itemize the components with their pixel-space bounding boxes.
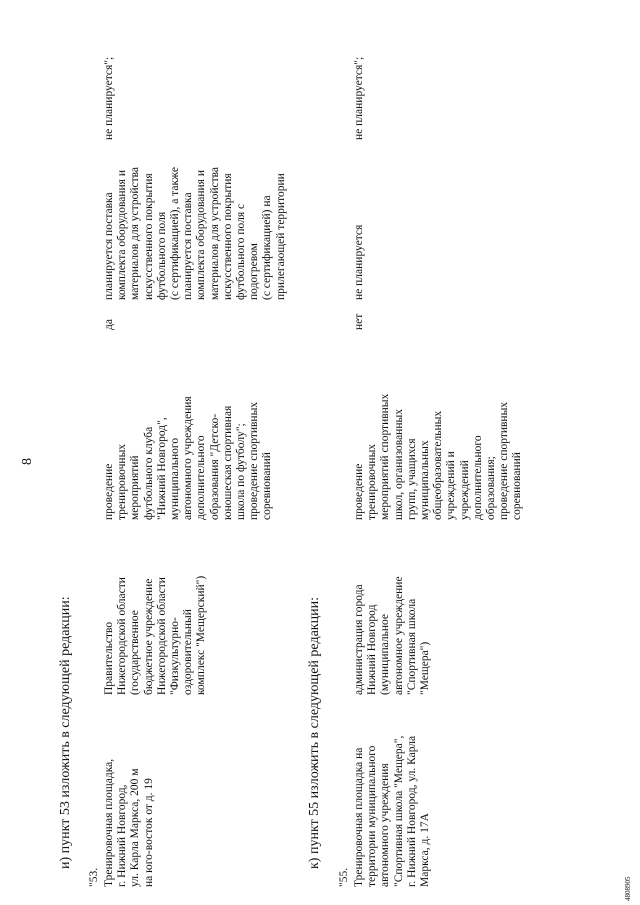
section-k-owner: администрация города Нижний Новгород (муниципальное автономное учреждение "Спортивная школа "Мещера") [353, 576, 432, 695]
section-k-purpose: проведение тренировочных мероприятий спортивных школ, организованных групп, учащихся муниципальных общеобразовательных учреждений и учреждений дополнительного образования; проведение спортивных соревнований [353, 393, 524, 520]
section-i-planned: планируется поставка комплекта оборудования и материалов для устройства искусственного покрытия футбольного поля (с сертификацией), а также планируется поставка комплекта оборудования и материалов для устройства искусственного покрытия футбольного поля с подогревом (с сертификацией) на прилегающей территории [103, 167, 287, 300]
section-k-location: Тренировочная площадка на территории муниципального автономного учреждения "Спортивная школа "Мещера", г. Нижний Новгород, ул. Карла Маркса, д. 17А [353, 735, 432, 887]
section-k-last: не планируется"; [353, 56, 365, 140]
section-i-last: не планируется"; [103, 56, 115, 140]
section-i-owner: Правительство Нижегородской области (государственное бюджетное учреждение Нижегородской области "Физкультурно- оздоровительный комплекс "Мещерский") [103, 575, 208, 695]
section-i-location: Тренировочная площадка, г. Нижний Новгород, ул. Карла Маркса, 200 м на юго-восток от д. 19 [103, 758, 155, 887]
section-i-heading: и) пункт 53 изложить в следующей редакции: [58, 596, 73, 869]
section-k-heading: к) пункт 55 изложить в следующей редакции: [307, 597, 322, 869]
section-k-number: "55. [338, 867, 350, 887]
section-i-number: "53. [88, 867, 100, 887]
section-k-planned: не планируется [353, 224, 365, 300]
section-i-flag: да [103, 319, 115, 330]
document-id: 4808905 [624, 876, 632, 901]
page-number: 8 [20, 458, 35, 465]
section-k-flag: нет [353, 313, 365, 330]
section-i-purpose: проведение тренировочных мероприятий футбольного клуба "Нижний Новгород", муниципального автономного учреждения дополнительного образования "Детско- юношеская спортивная школа по футболу"; проведение спортивных соревнований [103, 396, 274, 520]
